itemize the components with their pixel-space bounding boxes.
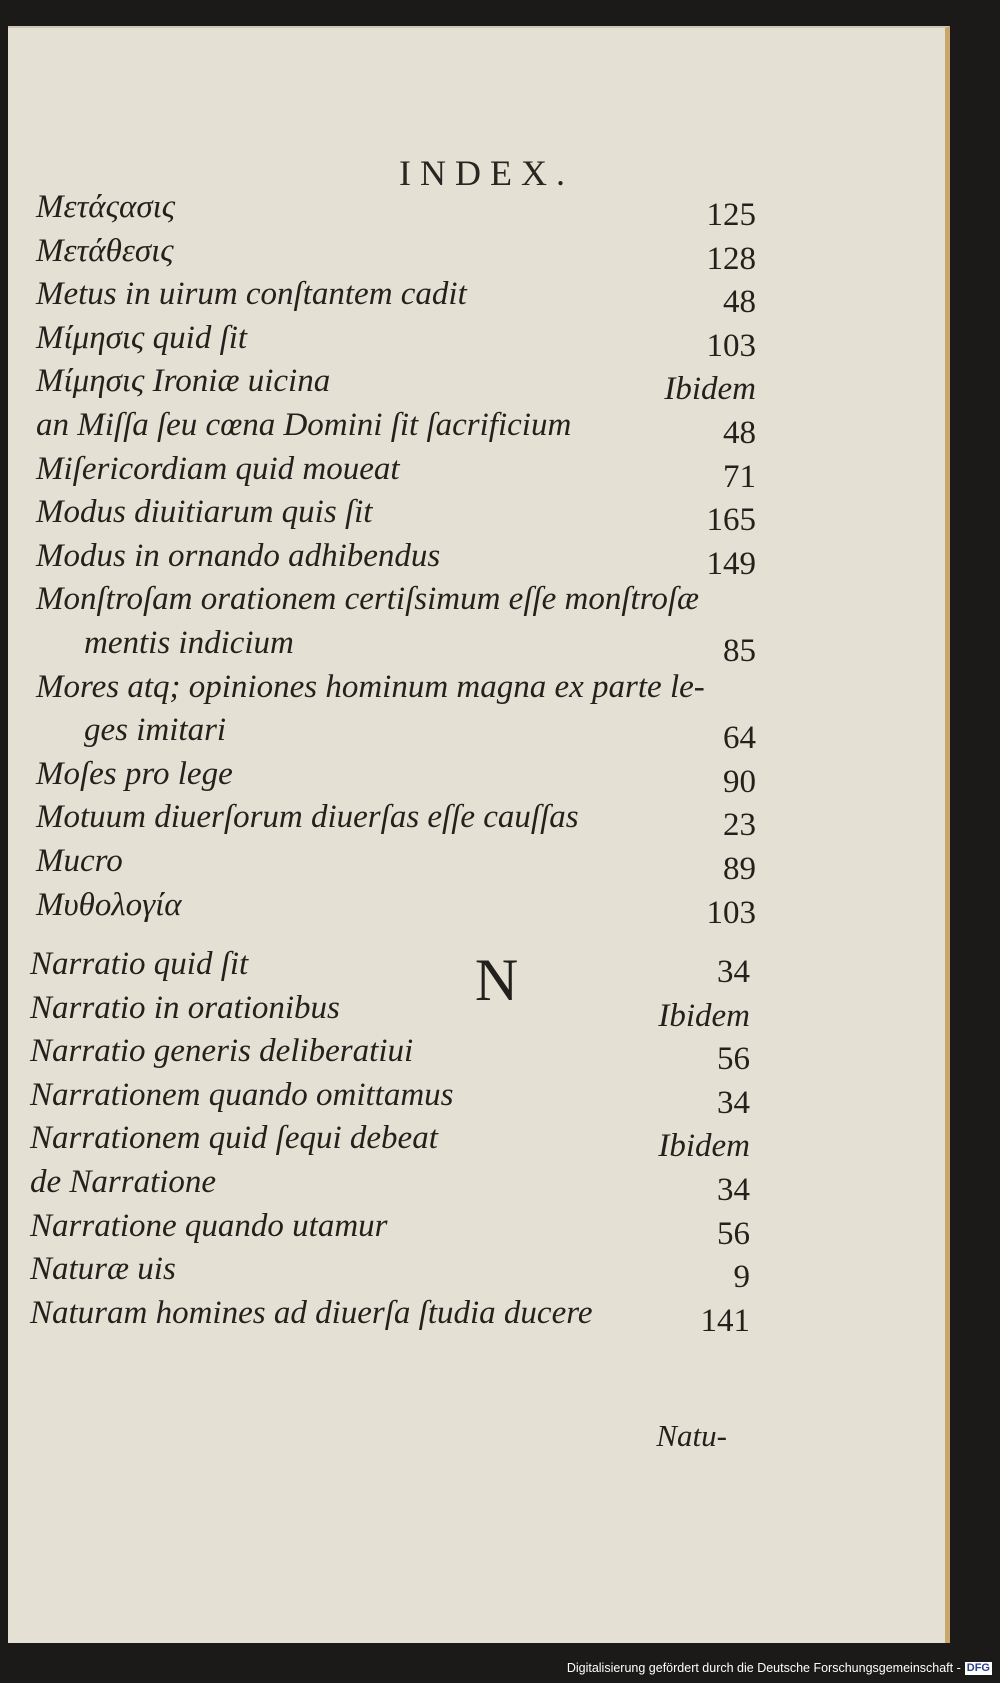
index-entries-n xyxy=(30,943,750,1339)
section-letter: N xyxy=(474,947,519,1013)
index-entry xyxy=(36,535,756,582)
index-entry xyxy=(36,317,756,364)
index-entry xyxy=(30,1205,750,1252)
index-term: Μετάθεσις xyxy=(36,232,174,269)
page-header: INDEX. xyxy=(399,153,574,193)
page-reference: 103 xyxy=(706,327,756,364)
index-entry xyxy=(36,666,756,710)
page-reference: 34 xyxy=(717,954,750,990)
index-entry xyxy=(30,1292,750,1339)
page-reference: 128 xyxy=(706,240,756,277)
index-entry xyxy=(30,1074,750,1121)
index-entry xyxy=(36,884,756,931)
page-reference: 149 xyxy=(706,545,756,582)
index-entry xyxy=(36,360,756,408)
index-entry xyxy=(36,491,756,539)
index-term: de Narratione xyxy=(30,1163,217,1200)
page-reference: 141 xyxy=(700,1302,750,1339)
index-term: Motuum diuerſorum diuerſas eſſe cauſſas xyxy=(36,799,579,836)
book-page xyxy=(8,26,950,1643)
index-term: Μίμησις Ironiæ uicina xyxy=(36,363,331,400)
index-entry xyxy=(36,230,756,277)
catchword: Natu- xyxy=(656,1418,727,1453)
index-term: Modus diuitiarum quis ſit xyxy=(36,494,373,531)
index-entry xyxy=(36,796,756,844)
index-entries-m xyxy=(36,186,756,931)
index-entry xyxy=(30,1161,750,1208)
page-reference: Ibidem xyxy=(664,371,756,408)
index-entry xyxy=(30,987,750,1034)
index-entry xyxy=(36,709,756,757)
index-term: an Miſſa ſeu cœna Domini ſit ſacrificium xyxy=(36,406,572,443)
footer-credit: Digitalisierung gefördert durch die Deutsche Forschungsgemeinschaft - xyxy=(566,1661,961,1675)
index-term: Monſtroſam orationem certiſsimum eſſe monſtroſæ xyxy=(36,581,700,618)
index-term: Miſericordiam quid moueat xyxy=(36,450,400,487)
page-reference: 71 xyxy=(723,458,756,495)
index-entry xyxy=(30,1030,750,1078)
index-entry xyxy=(30,1117,750,1165)
page-reference: 48 xyxy=(723,414,756,451)
index-term: Μετάςασις xyxy=(36,189,176,225)
page-reference: 56 xyxy=(717,1041,750,1078)
page-reference: 34 xyxy=(717,1084,750,1121)
index-term: mentis indicium xyxy=(84,624,294,661)
index-entry xyxy=(30,1248,750,1296)
page-reference: 85 xyxy=(723,632,756,669)
index-term: Narratio in orationibus xyxy=(30,989,340,1026)
index-term: Μίμησις quid ſit xyxy=(36,319,248,356)
page-reference: 23 xyxy=(723,807,756,844)
page-reference: 165 xyxy=(706,502,756,539)
dfg-logo: DFG xyxy=(966,1661,990,1674)
index-term: Mores atq; opiniones hominum magna ex parte le- xyxy=(36,668,705,705)
page-reference: 34 xyxy=(717,1171,750,1208)
page-reference: 56 xyxy=(717,1215,750,1252)
page-reference: 125 xyxy=(706,197,756,233)
index-entry xyxy=(36,404,756,451)
index-entry xyxy=(36,622,756,669)
page-reference: 64 xyxy=(723,720,756,757)
page-reference: 90 xyxy=(723,763,756,800)
page-reference: Ibidem xyxy=(658,1128,750,1165)
index-term: Narratione quando utamur xyxy=(30,1207,388,1244)
index-term: ges imitari xyxy=(84,712,227,749)
index-entry xyxy=(36,753,756,800)
index-term: Mucro xyxy=(36,842,123,879)
page-reference: 9 xyxy=(733,1259,750,1296)
index-entry xyxy=(36,448,756,495)
page-reference: Ibidem xyxy=(658,997,750,1034)
index-entry xyxy=(36,186,756,233)
digitization-footer xyxy=(567,1661,992,1675)
index-term: Metus in uirum conſtantem cadit xyxy=(36,276,467,313)
index-term: Naturam homines ad diuerſa ſtudia ducere xyxy=(30,1294,593,1331)
index-entry xyxy=(36,578,756,622)
index-term: Μυθολογία xyxy=(36,886,182,923)
index-entry xyxy=(36,273,756,321)
index-term: Modus in ornando adhibendus xyxy=(36,537,441,574)
index-entry xyxy=(30,943,750,990)
index-term: Naturæ uis xyxy=(30,1251,176,1288)
index-term: Narratio generis deliberatiui xyxy=(30,1033,414,1070)
index-term: Moſes pro lege xyxy=(36,755,233,792)
page-reference: 48 xyxy=(723,284,756,321)
index-term: Narrationem quando omittamus xyxy=(30,1076,454,1113)
index-entry xyxy=(36,840,756,887)
page-reference: 103 xyxy=(706,894,756,931)
index-term: Narrationem quid ſequi debeat xyxy=(30,1120,438,1157)
page-reference: 89 xyxy=(723,850,756,887)
index-term: Narratio quid ſit xyxy=(30,946,249,982)
